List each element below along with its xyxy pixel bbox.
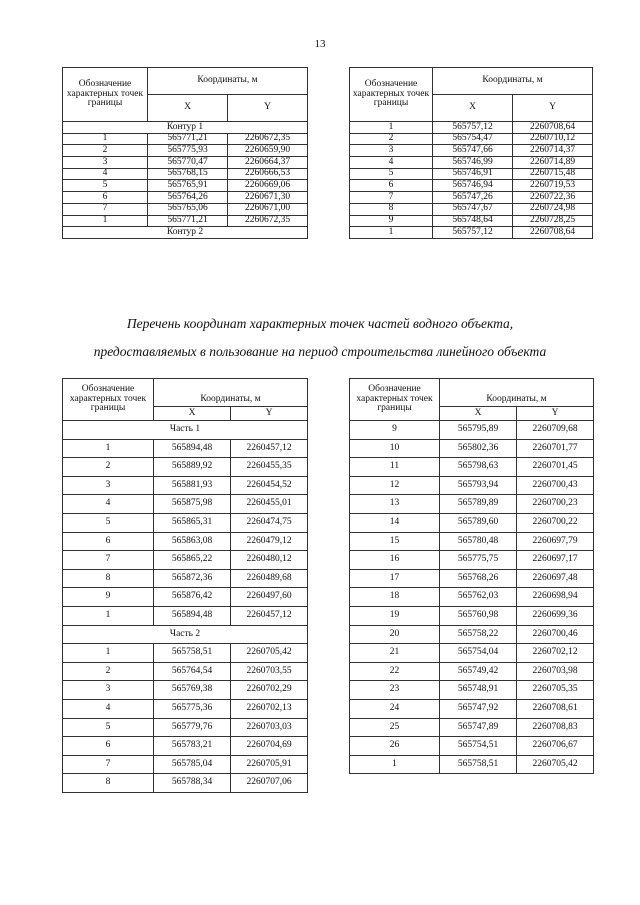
point-id: 18 [350,588,440,607]
table-row [63,606,308,625]
table-row [63,192,308,204]
coord-x: 565785,04 [154,755,231,774]
table-row [350,133,593,145]
point-id: 9 [350,215,433,227]
header-point-label: Обозначение характерных точек границы [350,68,433,122]
table-row [63,458,308,477]
point-id: 6 [350,180,433,192]
table-row [350,439,594,458]
header-y: Y [517,407,594,421]
coord-x: 565749,42 [440,662,517,681]
point-id: 20 [350,625,440,644]
coord-y: 2260704,69 [231,737,308,756]
point-id: 5 [350,168,433,180]
coord-x: 565875,98 [154,495,231,514]
coord-x: 565754,04 [440,644,517,663]
coord-x: 565771,21 [148,215,228,227]
point-id: 9 [350,421,440,440]
table-row [350,513,594,532]
table-row [350,569,594,588]
coord-x: 565747,66 [433,145,513,157]
coord-x: 565747,67 [433,203,513,215]
coord-y: 2260455,35 [231,458,308,477]
coord-y: 2260710,12 [513,133,593,145]
coord-y: 2260497,60 [231,588,308,607]
point-id: 4 [63,699,154,718]
header-x: X [440,407,517,421]
coord-y: 2260708,61 [517,699,594,718]
coord-y: 2260672,35 [228,215,308,227]
coord-y: 2260703,03 [231,718,308,737]
header-coordinates: Координаты, м [148,68,308,95]
coord-x: 565747,92 [440,699,517,718]
point-id: 4 [63,495,154,514]
table-row [350,718,594,737]
coord-x: 565863,08 [154,532,231,551]
coord-y: 2260714,37 [513,145,593,157]
table-row [63,145,308,157]
table-row [350,625,594,644]
point-id: 3 [350,145,433,157]
coord-x: 565789,89 [440,495,517,514]
coord-y: 2260699,36 [517,606,594,625]
coord-y: 2260705,42 [517,755,594,774]
coord-x: 565747,26 [433,192,513,204]
coord-y: 2260702,29 [231,681,308,700]
coord-y: 2260666,53 [228,168,308,180]
coord-y: 2260457,12 [231,439,308,458]
table-row [350,458,594,477]
table-row [350,122,593,134]
point-id: 2 [63,145,148,157]
coord-x: 565757,12 [433,122,513,134]
coord-y: 2260703,98 [517,662,594,681]
coord-x: 565746,91 [433,168,513,180]
coord-y: 2260698,94 [517,588,594,607]
coord-x: 565793,94 [440,476,517,495]
coord-y: 2260455,01 [231,495,308,514]
point-id: 1 [350,122,433,134]
table-row [350,588,594,607]
coord-y: 2260715,48 [513,168,593,180]
table-row [63,718,308,737]
table-row [63,532,308,551]
coordinates-table-parts-2 [349,378,594,774]
coord-y: 2260707,06 [231,774,308,793]
coord-y: 2260700,43 [517,476,594,495]
header-x: X [148,95,228,122]
coord-x: 565762,03 [440,588,517,607]
coord-x: 565748,64 [433,215,513,227]
point-id: 1 [63,133,148,145]
coord-y: 2260700,46 [517,625,594,644]
point-id: 5 [63,718,154,737]
table-row [350,157,593,169]
table-row [350,606,594,625]
point-id: 8 [63,774,154,793]
coord-y: 2260474,75 [231,513,308,532]
coord-y: 2260480,12 [231,551,308,570]
coord-y: 2260457,12 [231,606,308,625]
header-coordinates: Координаты, м [440,379,594,407]
table-row [63,755,308,774]
coord-y: 2260708,64 [513,227,593,239]
point-id: 2 [63,662,154,681]
point-id: 3 [63,681,154,700]
coord-y: 2260703,55 [231,662,308,681]
header-point-label: Обозначение характерных точек границы [63,379,154,421]
header-point-label: Обозначение характерных точек границы [350,379,440,421]
table-row [350,421,594,440]
coord-y: 2260697,17 [517,551,594,570]
table-row [63,513,308,532]
coord-x: 565757,12 [433,227,513,239]
header-point-label: Обозначение характерных точек границы [63,68,148,122]
coord-x: 565748,91 [440,681,517,700]
coord-y: 2260706,67 [517,737,594,756]
table-row [350,215,593,227]
table-row [63,644,308,663]
point-id: 24 [350,699,440,718]
page-number: 13 [314,38,326,50]
coord-y: 2260489,68 [231,569,308,588]
point-id: 1 [350,755,440,774]
point-id: 7 [350,192,433,204]
table-row [350,755,594,774]
coord-x: 565865,31 [154,513,231,532]
table-row [63,551,308,570]
table-row [350,681,594,700]
section-title: Контур 2 [63,227,308,239]
coord-y: 2260672,35 [228,133,308,145]
table-row [63,133,308,145]
table-row [350,203,593,215]
coord-y: 2260479,12 [231,532,308,551]
coord-y: 2260697,48 [517,569,594,588]
coord-x: 565779,76 [154,718,231,737]
point-id: 3 [63,157,148,169]
point-id: 8 [350,203,433,215]
point-id: 6 [63,192,148,204]
header-coordinates: Координаты, м [154,379,308,407]
coord-x: 565764,54 [154,662,231,681]
coord-y: 2260709,68 [517,421,594,440]
point-id: 13 [350,495,440,514]
point-id: 16 [350,551,440,570]
point-id: 7 [63,551,154,570]
point-id: 5 [63,513,154,532]
table-row [350,145,593,157]
point-id: 2 [63,458,154,477]
table-row [63,495,308,514]
point-id: 7 [63,755,154,774]
table-row [63,588,308,607]
table-row [350,476,594,495]
point-id: 15 [350,532,440,551]
point-id: 1 [63,439,154,458]
table-row [63,699,308,718]
coord-x: 565754,47 [433,133,513,145]
coord-y: 2260671,30 [228,192,308,204]
point-id: 9 [63,588,154,607]
coord-x: 565881,93 [154,476,231,495]
coord-x: 565876,42 [154,588,231,607]
coord-x: 565760,98 [440,606,517,625]
coord-y: 2260705,35 [517,681,594,700]
point-id: 22 [350,662,440,681]
coord-y: 2260454,52 [231,476,308,495]
coord-y: 2260705,91 [231,755,308,774]
coord-y: 2260702,12 [517,644,594,663]
table-row [350,699,594,718]
coord-x: 565889,92 [154,458,231,477]
table-row [63,476,308,495]
coord-x: 565758,22 [440,625,517,644]
table-row [350,168,593,180]
coord-y: 2260671,00 [228,203,308,215]
point-id: 26 [350,737,440,756]
point-id: 17 [350,569,440,588]
coord-x: 565746,94 [433,180,513,192]
point-id: 7 [63,203,148,215]
table-row [350,227,593,239]
coord-x: 565768,15 [148,168,228,180]
table-row [350,644,594,663]
coord-y: 2260697,79 [517,532,594,551]
table-row [63,180,308,192]
section-title: Часть 2 [63,625,308,644]
point-id: 8 [63,569,154,588]
coord-x: 565788,34 [154,774,231,793]
coord-y: 2260701,77 [517,439,594,458]
point-id: 25 [350,718,440,737]
coord-y: 2260669,06 [228,180,308,192]
coordinates-table-parts [62,378,308,793]
point-id: 4 [350,157,433,169]
coord-y: 2260714,89 [513,157,593,169]
table-row [63,168,308,180]
table-row [350,180,593,192]
point-id: 1 [63,606,154,625]
coord-x: 565780,48 [440,532,517,551]
point-id: 1 [63,644,154,663]
coord-x: 565894,48 [154,439,231,458]
table-row [350,662,594,681]
section-heading-line-1: Перечень координат характерных точек частей водного объекта, [126,316,514,331]
coord-x: 565798,63 [440,458,517,477]
coord-x: 565765,91 [148,180,228,192]
coord-y: 2260708,64 [513,122,593,134]
coord-x: 565758,51 [440,755,517,774]
coord-y: 2260719,53 [513,180,593,192]
table-row [63,774,308,793]
header-x: X [154,407,231,421]
section-title: Контур 1 [63,122,308,134]
coord-x: 565758,51 [154,644,231,663]
coord-x: 565769,38 [154,681,231,700]
coord-x: 565747,89 [440,718,517,737]
table-row [63,157,308,169]
table-row [63,681,308,700]
table-row [350,737,594,756]
point-id: 21 [350,644,440,663]
coord-x: 565770,47 [148,157,228,169]
section-heading-line-2: предоставляемых в пользование на период строительства линейного объекта [93,344,547,359]
table-row [63,215,308,227]
point-id: 2 [350,133,433,145]
coord-y: 2260722,36 [513,192,593,204]
coord-x: 565894,48 [154,606,231,625]
point-id: 1 [63,215,148,227]
point-id: 10 [350,439,440,458]
coord-x: 565872,36 [154,569,231,588]
coord-x: 565865,22 [154,551,231,570]
table-row [350,551,594,570]
coord-x: 565802,36 [440,439,517,458]
point-id: 4 [63,168,148,180]
header-coordinates: Координаты, м [433,68,593,95]
coord-x: 565789,60 [440,513,517,532]
coord-x: 565775,75 [440,551,517,570]
coord-y: 2260701,45 [517,458,594,477]
point-id: 11 [350,458,440,477]
coordinates-table-contour-2 [349,67,593,239]
point-id: 1 [350,227,433,239]
table-row [63,569,308,588]
table-row [350,495,594,514]
header-y: Y [231,407,308,421]
coord-x: 565771,21 [148,133,228,145]
coord-x: 565783,21 [154,737,231,756]
table-row [63,737,308,756]
point-id: 19 [350,606,440,625]
coord-y: 2260728,25 [513,215,593,227]
coord-x: 565765,06 [148,203,228,215]
header-x: X [433,95,513,122]
point-id: 5 [63,180,148,192]
coord-y: 2260724,98 [513,203,593,215]
coordinates-table-contour [62,67,308,239]
coord-x: 565775,93 [148,145,228,157]
table-row [63,439,308,458]
point-id: 6 [63,532,154,551]
section-title: Часть 1 [63,421,308,440]
coord-y: 2260659,90 [228,145,308,157]
coord-x: 565754,51 [440,737,517,756]
coord-x: 565764,26 [148,192,228,204]
coord-y: 2260664,37 [228,157,308,169]
coord-y: 2260702,13 [231,699,308,718]
header-y: Y [228,95,308,122]
table-row [350,192,593,204]
table-row [63,662,308,681]
point-id: 3 [63,476,154,495]
coord-x: 565746,99 [433,157,513,169]
point-id: 12 [350,476,440,495]
coord-y: 2260700,22 [517,513,594,532]
table-row [350,532,594,551]
point-id: 14 [350,513,440,532]
coord-y: 2260700,23 [517,495,594,514]
header-y: Y [513,95,593,122]
coord-y: 2260708,83 [517,718,594,737]
coord-x: 565775,36 [154,699,231,718]
point-id: 6 [63,737,154,756]
coord-x: 565795,89 [440,421,517,440]
coord-y: 2260705,42 [231,644,308,663]
table-row [63,203,308,215]
point-id: 23 [350,681,440,700]
coord-x: 565768,26 [440,569,517,588]
